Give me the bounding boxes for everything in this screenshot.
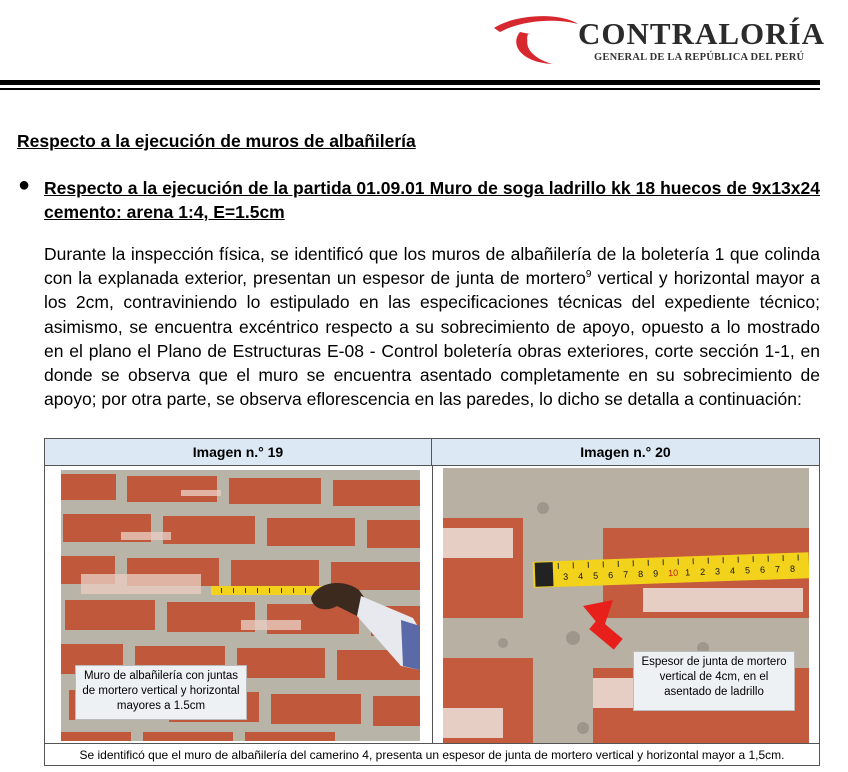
tape-number: 7 xyxy=(622,569,629,580)
tape-number: 6 xyxy=(759,564,766,575)
image-20-label: Espesor de junta de mortero vertical de 4cm, en el asentado de ladrillo xyxy=(633,651,795,711)
tape-number: 5 xyxy=(592,570,599,581)
image-table xyxy=(44,438,820,766)
tape-number: 7 xyxy=(774,564,781,575)
tape-number: 1 xyxy=(684,567,691,578)
tape-number: 8 xyxy=(637,568,644,580)
org-name: CONTRALORÍA xyxy=(578,16,825,51)
contraloria-swoosh-icon xyxy=(490,12,582,68)
bullet-heading: Respecto a la ejecución de la partida 01.09.01 Muro de soga ladrillo kk 18 huecos de 9x13x24 cemento: arena 1:4, E=1.5cm xyxy=(44,178,820,222)
tape-number: 9 xyxy=(652,568,659,579)
contraloria-logo xyxy=(490,8,825,68)
tape-number: 2 xyxy=(699,566,706,577)
header-rule-thick xyxy=(0,80,820,85)
tape-number: 3 xyxy=(714,566,721,577)
bullet-dot-icon: ● xyxy=(18,174,31,196)
tape-number: 8 xyxy=(789,563,796,574)
tape-number: 4 xyxy=(577,571,584,582)
tape-number: 10 xyxy=(667,567,679,579)
tape-number: 5 xyxy=(744,565,751,576)
tape-number: 3 xyxy=(562,571,569,582)
paragraph-text-1: Durante la inspección física, se identificó que los muros de albañilería de la boletería 1 que colinda con la explanada exterior, presentan un espesor de junta de mortero xyxy=(44,244,820,289)
paragraph-text-2: vertical y horizontal mayor a los 2cm, contraviniendo lo estipulado en las especificaciones técnicas del expediente técnico; asimismo, se encuentra excéntrico respecto a su sobrecimiento de apoyo, opuesto a lo mostrado en el plano el Plano de Estructuras E-08 - Control boletería obras exteriores, corte sección 1-1, en donde se observa que el muro se encuentra asentado completamente en su sobrecimiento de apoyo; por otra parte, se observa eflorescencia en las paredes, lo dicho se detalla a continuación: xyxy=(44,268,820,410)
section-title: Respecto a la ejecución de muros de albañilería xyxy=(17,131,416,151)
image-20-header: Imagen n.° 20 xyxy=(432,439,819,466)
org-subtitle: GENERAL DE LA REPÚBLICA DEL PERÚ xyxy=(594,52,805,63)
image-19-header: Imagen n.° 19 xyxy=(45,439,432,466)
tape-number: 6 xyxy=(607,570,614,581)
image-19-label: Muro de albañilería con juntas de mortero vertical y horizontal mayores a 1.5cm xyxy=(75,665,247,720)
header-rule-thin xyxy=(0,88,820,90)
cell-divider xyxy=(432,466,433,743)
body-paragraph xyxy=(44,242,820,411)
footnote-ref: 9 xyxy=(585,269,592,281)
tape-number: 4 xyxy=(729,565,736,576)
table-caption: Se identificó que el muro de albañilería del camerino 4, presenta un espesor de junta de mortero vertical y horizontal mayor a 1,5cm. xyxy=(45,743,819,765)
